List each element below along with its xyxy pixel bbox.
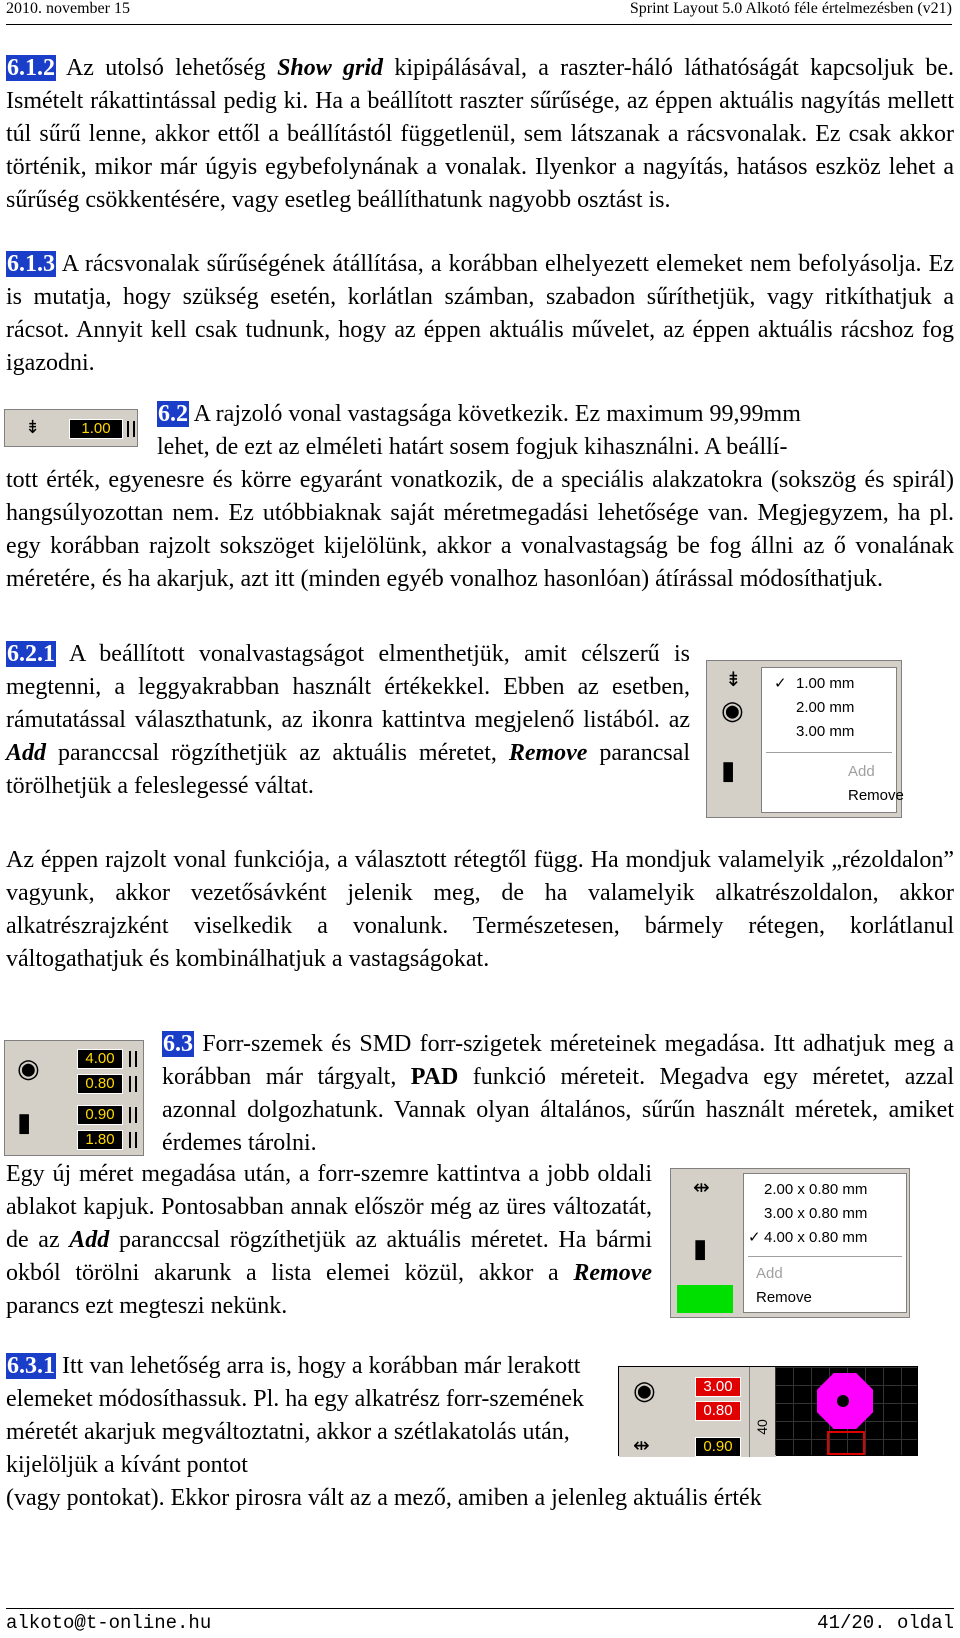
footer-page-number: 41/20. oldal [817, 1612, 954, 1634]
spinner-icon[interactable] [129, 1132, 137, 1148]
width-icon: ⇹ [633, 1433, 650, 1457]
smd-icon: ▮ [693, 1234, 708, 1264]
pad-outer-value-active[interactable]: 3.00 [695, 1377, 741, 1397]
section-text: paranccsal rögzíthetjük az aktuális méretet, [46, 740, 509, 766]
pad-hole [837, 1395, 849, 1407]
menu-separator [766, 752, 892, 753]
check-icon: ✓ [748, 1229, 761, 1246]
menu-item-label: 3.00 x 0.80 mm [764, 1205, 868, 1222]
menu-separator [748, 1256, 902, 1257]
section-text: A rajzoló vonal vastagsága következik. Ez maximum 99,99mm [189, 401, 801, 427]
menu-item-label: 2.00 mm [796, 699, 855, 716]
menu-item[interactable] [762, 720, 896, 744]
remove-menu-item[interactable]: Remove [756, 1289, 812, 1306]
pad-outer-value[interactable]: 4.00 [77, 1049, 123, 1069]
selection-outline [827, 1431, 865, 1455]
paragraph-new-size [6, 1158, 652, 1323]
size-list-menu [761, 667, 904, 813]
smd-width-value[interactable]: 0.90 [77, 1105, 123, 1125]
line-width-dropdown-screenshot [706, 660, 902, 818]
menu-item[interactable] [744, 1226, 906, 1250]
check-icon: ✓ [774, 675, 787, 692]
menu-item-label: 4.00 x 0.80 mm [764, 1229, 868, 1246]
menu-item-label: 2.00 x 0.80 mm [764, 1181, 868, 1198]
emphasis-remove: Remove [573, 1260, 652, 1286]
width-icon: ⇹ [693, 1175, 710, 1199]
section-6-1-2 [6, 52, 954, 217]
section-text: kipipálásával, a raszter-háló láthatóságát kapcsoljuk be. Ismételt rákattintással pedig ki. Ha a beállított raszter sűrűsége, az éppen aktuális nagyítás mellett túl sűrű lenne, akkor ettől a beállítástól függetlenül, sem látszanak a rácsvonalak. Ez csak akkor történik, mikor már úgyis egybefolynának a vonalak. Ilyenkor a nagyítás, hatásos eszköz lehet a sűrűség csökkentésére, vagy esetleg beállíthatunk nagyobb osztást is. [6, 55, 954, 213]
spinner-icon[interactable] [129, 1051, 137, 1067]
section-text: parancsal törölhetjük a feleslegessé váltat. [6, 740, 691, 799]
smd-width-value[interactable]: 0.90 [695, 1437, 741, 1457]
smd-height-value[interactable]: 1.80 [77, 1130, 123, 1150]
section-text: funkció méreteit. Megadva egy méretet, azzal azonnal dolgozhatunk. Vannak olyan általános, sűrűn használt méretek, amiket érdemes tárolni. [162, 1064, 954, 1156]
section-6-3 [162, 1028, 954, 1160]
section-number: 6.3.1 [7, 1353, 55, 1379]
ruler-label: 40 [753, 1419, 770, 1435]
section-number: 6.1.2 [7, 55, 55, 81]
spinner-icon[interactable] [129, 1107, 137, 1123]
toolbar-panel [619, 1367, 749, 1457]
line-width-toolbar [4, 409, 138, 447]
header-date: 2010. november 15 [6, 0, 130, 17]
pad-size-toolbar [4, 1040, 144, 1156]
menu-item[interactable] [762, 696, 896, 720]
section-6-1-3 [6, 248, 954, 380]
menu-item[interactable] [762, 672, 896, 696]
page-header [6, 0, 952, 22]
add-menu-item[interactable]: Add [848, 763, 875, 780]
remove-menu-item[interactable]: Remove [848, 787, 904, 804]
ruler [749, 1367, 776, 1457]
menu-item[interactable] [744, 1178, 906, 1202]
header-title: Sprint Layout 5.0 Alkotó féle értelmezésben (v21) [629, 0, 952, 17]
pad-hole-value-active[interactable]: 0.80 [695, 1401, 741, 1421]
emphasis-add: Add [69, 1227, 110, 1253]
spinner-icon[interactable] [127, 421, 135, 437]
section-6-2-head [157, 398, 954, 464]
section-6-3-1-last: (vagy pontokat). Ekkor pirosra vált az a mező, amiben a jelenleg aktuális érték [6, 1485, 762, 1511]
section-6-2-body: tott érték, egyenesre és körre egyaránt vonatkozik, de a speciális alakzatokra (sokszög és spirál) hangsúlyozottan nem. Ez utóbbiaknak saját méretmegadási lehetősége van. Megjegyzem, ha pl. egy korábban rajzolt sokszöget kijelölünk, akkor a vonalvastagság be fog állni az ő vonalának méretére, és ha akarjuk, azt itt (minden egyéb vonalhoz hasonlóan) átírással módosíthatjuk. [6, 467, 954, 592]
section-6-2-1 [6, 638, 690, 803]
pad-icon: ◉ [721, 696, 744, 726]
smd-icon[interactable]: ▮ [17, 1108, 32, 1138]
section-text: A rácsvonalak sűrűségének átállítása, a korábban elhelyezett elemeket nem befolyásolja. Ez is mutatja, hogy szükség esetén, korlátlan számban, szabadon sűríthetjük, vagy ritkíthatjuk a rácsot. Annyit kell csak tudnunk, hogy az éppen aktuális művelet, az éppen aktuális rácshoz fog igazodni. [6, 251, 954, 376]
section-text: Forr-szemek és SMD forr-szigetek méreteinek megadása. Itt adhatjuk meg a korábban már tárgyalt, [162, 1031, 954, 1090]
section-number: 6.2.1 [7, 641, 55, 667]
page-footer [6, 1612, 954, 1634]
section-number: 6.1.3 [7, 251, 55, 277]
footer-rule [6, 1608, 954, 1609]
add-menu-item[interactable]: Add [756, 1265, 783, 1282]
header-rule [6, 24, 952, 25]
pad-edit-screenshot [618, 1366, 918, 1456]
section-6-3-1 [6, 1350, 600, 1482]
paragraph-layers: Az éppen rajzolt vonal funkciója, a választott rétegtől függ. Ha mondjuk valamelyik „rézoldalon” vagyunk, akkor vezetősávként jelenik meg, de ha valamelyik alkatrészoldalon, akkor alkatrészrajzként viselkedik a vonalunk. Természetesen, bármely rétegen, korlátlanul váltogathatjuk és kombinálhatjuk a vastagságokat. [6, 847, 954, 972]
menu-item-label: 1.00 mm [796, 675, 855, 692]
footer-email: alkoto@t-online.hu [6, 1612, 212, 1634]
pad-icon: ◉ [633, 1376, 656, 1406]
section-number: 6.2 [158, 401, 188, 427]
menu-item[interactable] [744, 1202, 906, 1226]
line-width-value[interactable]: 1.00 [69, 419, 123, 439]
section-text: parancs ezt megteszi nekünk. [6, 1293, 288, 1319]
section-text: Az utolsó lehetőség [56, 55, 278, 81]
smd-icon: ▮ [721, 756, 736, 786]
green-swatch [677, 1285, 733, 1313]
emphasis-remove: Remove [508, 740, 588, 766]
section-text: A beállított vonalvastagságot elmenthetjük, amit célszerű is megtenni, a leggyakrabban használt értékekkel. Ebben az esetben, rámutatással választhatunk, az ikonra kattintva megjelenő listából. az [6, 641, 690, 733]
section-text: Egy új méret megadása után, a forr-szemre kattintva a jobb oldali ablakot kapjuk. Pontosabban annak először még az üres változatát, de az [6, 1161, 652, 1253]
section-text: paranccsal rögzíthetjük az aktuális méretet. Ha bármi okból törölni akarunk a lista elemei közül, akkor a [6, 1227, 652, 1286]
section-text: Itt van lehetőség arra is, hogy a korábban már lerakott elemeket módosíthassuk. Pl. ha egy alkatrész forr-szemének méretét akarjuk megváltoztatni, akkor a szétlakatolás után, kijelöljük a kívánt pontot [6, 1353, 584, 1478]
emphasis-show-grid: Show grid [277, 55, 384, 81]
section-number: 6.3 [163, 1031, 193, 1057]
spinner-icon[interactable] [129, 1076, 137, 1092]
emphasis-pad: PAD [410, 1064, 459, 1090]
board-canvas[interactable] [775, 1367, 917, 1455]
line-width-icon[interactable]: ⇟ [25, 417, 41, 438]
size-list-menu [743, 1173, 907, 1313]
line-width-icon: ⇟ [725, 667, 742, 691]
pad-icon[interactable]: ◉ [17, 1054, 40, 1084]
section-text: lehet, de ezt az elméleti határt sosem fogjuk kihasználni. A beállí- [157, 434, 788, 460]
menu-item-label: 3.00 mm [796, 723, 855, 740]
pad-hole-value[interactable]: 0.80 [77, 1074, 123, 1094]
emphasis-add: Add [6, 740, 47, 766]
pad-size-dropdown-screenshot [670, 1168, 910, 1318]
